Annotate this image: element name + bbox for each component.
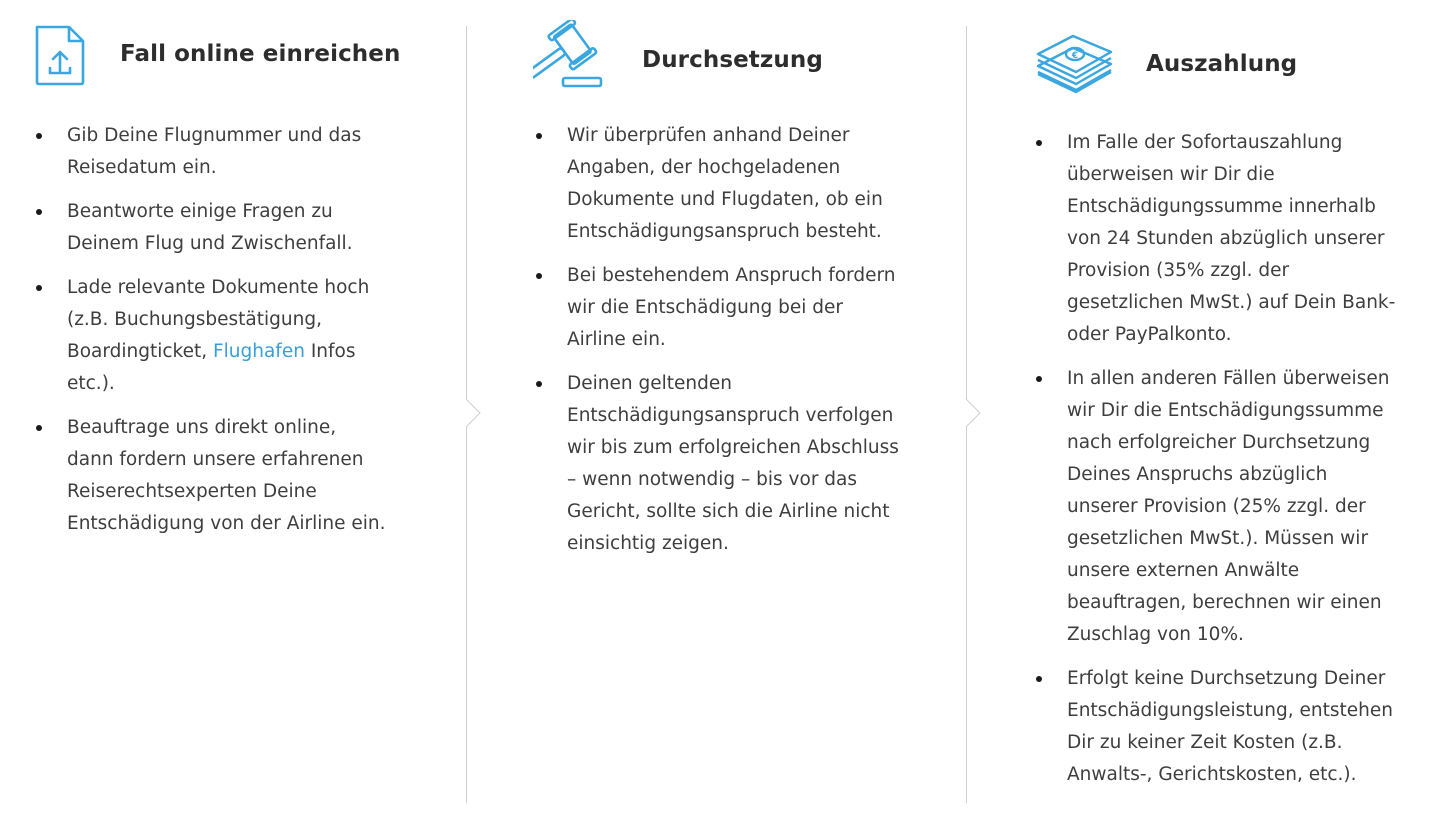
column-title: Durchsetzung xyxy=(642,47,823,73)
airport-link[interactable]: Flughafen xyxy=(213,341,305,362)
list-item: Wir überprüfen anhand Deiner Angaben, der hochgeladenen Dokumente und Flugdaten, ob ein Entschädigungsanspruch besteht. xyxy=(567,120,902,248)
list-item: In allen anderen Fällen überweisen wir Dir die Entschädigungssumme nach erfolgreicher Durchsetzung Deines Anspruchs abzüglich unserer Provision (25% zzgl. der gesetzlichen MwSt.). Müssen wir unsere externen Anwälte beauftragen, berechnen wir einen Zuschlag von 10%. xyxy=(1067,363,1402,651)
list-item: Beantworte einige Fragen zu Deinem Flug und Zwischenfall. xyxy=(67,196,387,260)
list-item: Gib Deine Flugnummer und das Reisedatum ein. xyxy=(67,120,387,184)
list-item xyxy=(67,272,387,400)
list-item: Erfolgt keine Durchsetzung Deiner Entschädigungsleistung, entstehen Dir zu keiner Zeit Kosten (z.B. Anwalts-, Gerichtskosten, etc.). xyxy=(1067,663,1402,791)
file-upload-icon xyxy=(34,24,86,90)
list-item-text: Infos etc.). xyxy=(67,341,356,394)
step-list xyxy=(1067,127,1402,803)
step-list xyxy=(567,120,902,572)
money-stack-icon xyxy=(1035,28,1115,98)
step-column-payout xyxy=(967,0,1446,813)
step-list xyxy=(67,120,387,552)
list-item: Deinen geltenden Entschädigungsanspruch verfolgen wir bis zum erfolgreichen Abschluss – wenn notwendig – bis vor das Gericht, sollte sich die Airline nicht einsichtig zeigen. xyxy=(567,368,902,560)
step-column-enforcement xyxy=(467,0,966,813)
step-column-submit xyxy=(0,0,466,813)
svg-text:€: € xyxy=(1071,51,1079,61)
list-item-text: Lade relevante Dokumente hoch (z.B. Buchungsbestätigung, Boardingticket, xyxy=(67,277,370,362)
list-item: Im Falle der Sofortauszahlung überweisen wir Dir die Entschädigungssumme innerhalb von 24 Stunden abzüglich unserer Provision (35% zzgl. der gesetzlichen MwSt.) auf Dein Bank- oder PayPalkonto. xyxy=(1067,127,1402,351)
column-title: Fall online einreichen xyxy=(120,41,401,67)
list-item: Beauftrage uns direkt online, dann fordern unsere erfahrenen Reiserechtsexperten Deine Entschädigung von der Airline ein. xyxy=(67,412,387,540)
list-item: Bei bestehendem Anspruch fordern wir die Entschädigung bei der Airline ein. xyxy=(567,260,902,356)
gavel-icon xyxy=(533,20,607,94)
column-title: Auszahlung xyxy=(1146,51,1298,77)
